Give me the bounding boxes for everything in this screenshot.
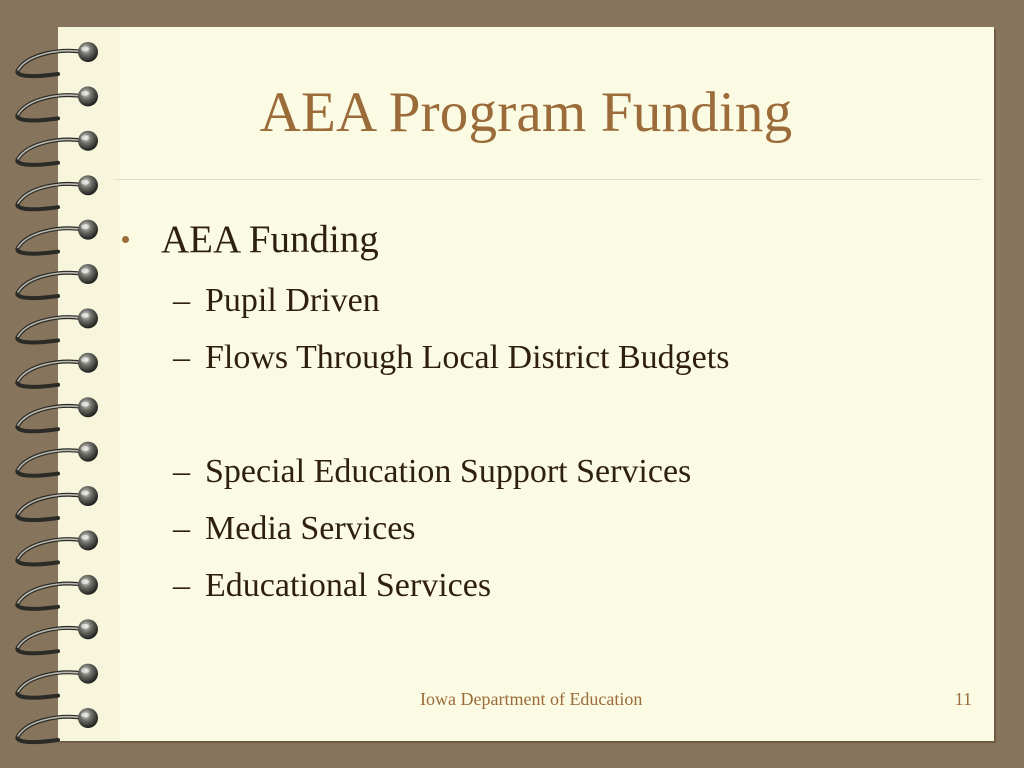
bullet-dot-icon — [122, 236, 129, 243]
sub-item-label: Media Services — [205, 510, 416, 547]
footer-text: Iowa Department of Education — [420, 689, 643, 709]
sub-item-media-services — [173, 509, 416, 549]
dash-marker: – — [173, 339, 190, 376]
bullet-label: AEA Funding — [161, 218, 379, 261]
sub-item-flows-through — [173, 338, 729, 378]
sub-item-label: Educational Services — [205, 567, 492, 604]
dash-marker: – — [173, 282, 190, 319]
dash-marker: – — [173, 453, 190, 490]
sub-item-special-education — [173, 452, 691, 492]
sub-item-label: Pupil Driven — [205, 282, 380, 319]
slide-number: 11 — [954, 689, 972, 709]
sub-item-label: Special Education Support Services — [205, 453, 692, 490]
slide-title: AEA Program Funding — [259, 81, 793, 144]
sub-item-pupil-driven — [173, 281, 380, 321]
sub-item-label: Flows Through Local District Budgets — [205, 339, 730, 376]
dash-marker: – — [173, 567, 190, 604]
dash-marker: – — [173, 510, 190, 547]
sub-item-educational-services — [173, 566, 491, 606]
